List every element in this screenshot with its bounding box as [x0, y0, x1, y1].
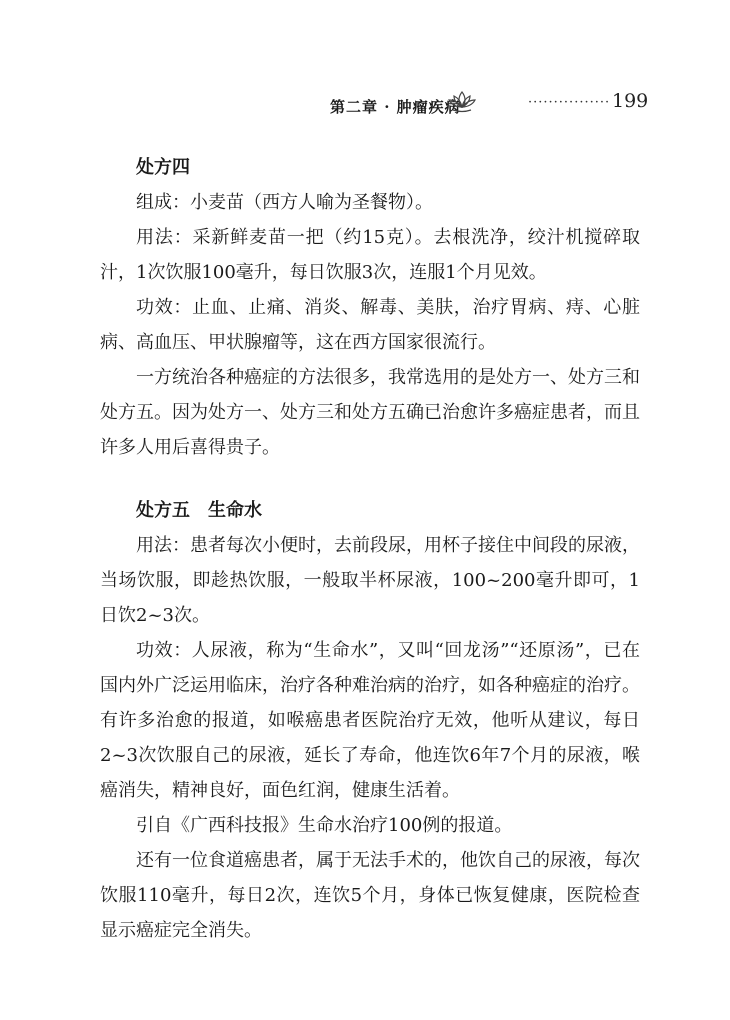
lotus-icon [447, 88, 477, 114]
paragraph: 组成：小麦苗（西方人喻为圣餐物）。 [136, 192, 433, 213]
page-body [100, 150, 640, 948]
header-leader-dots: ················ [528, 95, 611, 110]
paragraph: 一方统治各种癌症的方法很多，我常选用的是处方一、处方三和处方五。因为处方一、处方三和处方五确已治愈许多癌症患者，而且许多人用后喜得贵子。 [100, 367, 640, 458]
paragraph: 功效：止血、止痛、消炎、解毒、美肤，治疗胃病、痔、心脏病、高血压、甲状腺瘤等，这在西方国家很流行。 [100, 297, 640, 353]
section-5-title: 处方五 生命水 [136, 500, 262, 521]
running-header [0, 84, 730, 124]
chapter-title: 第二章 · 肿瘤疾病 [330, 98, 461, 116]
paragraph: 引自《广西科技报》生命水治疗100例的报道。 [136, 815, 513, 836]
paragraph: 用法：患者每次小便时，去前段尿，用杯子接住中间段的尿液，当场饮服，即趁热饮服，一般取半杯尿液，100~200毫升即可，1日饮2~3次。 [100, 535, 640, 626]
section-4-title: 处方四 [136, 157, 190, 178]
paragraph: 还有一位食道癌患者，属于无法手术的，他饮自己的尿液，每次饮服110毫升，每日2次，连饮5个月，身体已恢复健康，医院检查显示癌症完全消失。 [100, 850, 640, 941]
paragraph: 用法：采新鲜麦苗一把（约15克）。去根洗净，绞汁机搅碎取汁，1次饮服100毫升，每日饮服3次，连服1个月见效。 [100, 227, 640, 283]
paragraph: 功效：人尿液，称为“生命水”，又叫“回龙汤”“还原汤”，已在国内外广泛运用临床，治疗各种难治病的治疗，如各种癌症的治疗。有许多治愈的报道，如喉癌患者医院治疗无效，他听从建议，每日2~3次饮服自己的尿液，延长了寿命，他连饮6年7个月的尿液，喉癌消失，精神良好，面色红润，健康生活着。 [100, 640, 640, 801]
page-number: 199 [612, 90, 649, 112]
